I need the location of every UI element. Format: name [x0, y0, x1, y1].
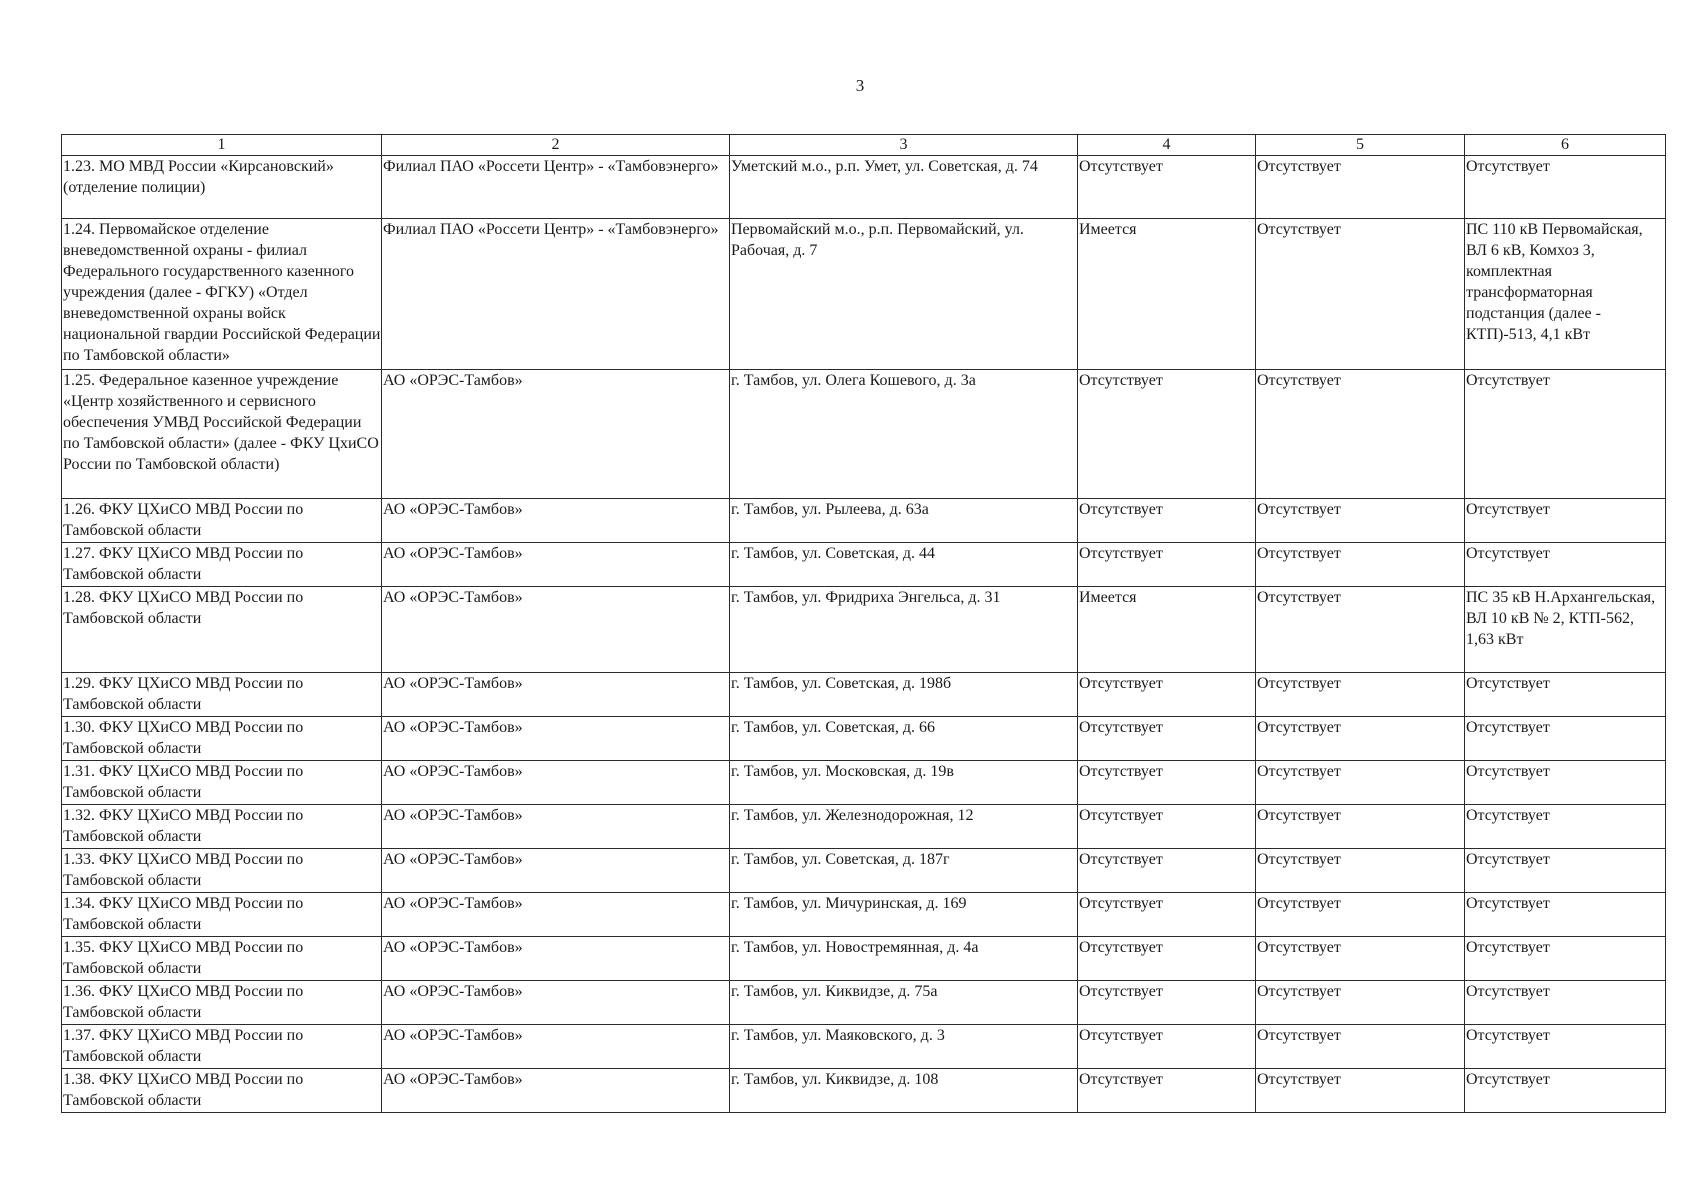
address-cell: г. Тамбов, ул. Советская, д. 187г: [730, 849, 1078, 893]
object-name-cell: 1.26. ФКУ ЦХиСО МВД России по Тамбовской области: [62, 499, 382, 543]
object-name-cell: 1.35. ФКУ ЦХиСО МВД России по Тамбовской области: [62, 937, 382, 981]
reserve-status-cell: Отсутствует: [1078, 370, 1256, 499]
reserve-status-cell: Имеется: [1078, 587, 1256, 673]
autonomous-source-cell: Отсутствует: [1256, 1025, 1465, 1069]
autonomous-source-cell: Отсутствует: [1256, 717, 1465, 761]
table-row: [62, 543, 1666, 587]
grid-organization-cell: АО «ОРЭС-Тамбов»: [382, 370, 730, 499]
address-cell: г. Тамбов, ул. Киквидзе, д. 108: [730, 1069, 1078, 1113]
reserve-status-cell: Отсутствует: [1078, 1025, 1256, 1069]
object-name-cell: 1.30. ФКУ ЦХиСО МВД России по Тамбовской области: [62, 717, 382, 761]
power-source-cell: Отсутствует: [1465, 1025, 1666, 1069]
column-header-6: 6: [1465, 135, 1666, 156]
reserve-status-cell: Отсутствует: [1078, 761, 1256, 805]
power-source-cell: Отсутствует: [1465, 893, 1666, 937]
table-row: [62, 937, 1666, 981]
address-cell: г. Тамбов, ул. Советская, д. 198б: [730, 673, 1078, 717]
grid-organization-cell: АО «ОРЭС-Тамбов»: [382, 937, 730, 981]
reserve-status-cell: Отсутствует: [1078, 805, 1256, 849]
object-name-cell: 1.36. ФКУ ЦХиСО МВД России по Тамбовской области: [62, 981, 382, 1025]
autonomous-source-cell: Отсутствует: [1256, 981, 1465, 1025]
grid-organization-cell: АО «ОРЭС-Тамбов»: [382, 761, 730, 805]
object-name-cell: 1.23. МО МВД России «Кирсановский» (отделение полиции): [62, 156, 382, 219]
page-number: 3: [855, 76, 865, 95]
address-cell: г. Тамбов, ул. Киквидзе, д. 75а: [730, 981, 1078, 1025]
column-header-4: 4: [1078, 135, 1256, 156]
table-row: [62, 370, 1666, 499]
power-source-cell: Отсутствует: [1465, 937, 1666, 981]
grid-organization-cell: Филиал ПАО «Россети Центр» - «Тамбовэнерго»: [382, 156, 730, 219]
object-name-cell: 1.27. ФКУ ЦХиСО МВД России по Тамбовской области: [62, 543, 382, 587]
autonomous-source-cell: Отсутствует: [1256, 587, 1465, 673]
power-source-cell: Отсутствует: [1465, 717, 1666, 761]
table-row: [62, 893, 1666, 937]
autonomous-source-cell: Отсутствует: [1256, 543, 1465, 587]
object-name-cell: 1.38. ФКУ ЦХиСО МВД России по Тамбовской области: [62, 1069, 382, 1113]
grid-organization-cell: АО «ОРЭС-Тамбов»: [382, 849, 730, 893]
address-cell: г. Тамбов, ул. Фридриха Энгельса, д. 31: [730, 587, 1078, 673]
power-source-cell: Отсутствует: [1465, 499, 1666, 543]
object-name-cell: 1.31. ФКУ ЦХиСО МВД России по Тамбовской области: [62, 761, 382, 805]
table-body: [62, 156, 1666, 1113]
grid-organization-cell: АО «ОРЭС-Тамбов»: [382, 499, 730, 543]
column-header-3: 3: [730, 135, 1078, 156]
table-header: [62, 135, 1666, 156]
table-row: [62, 761, 1666, 805]
header-row: [62, 135, 1666, 156]
address-cell: г. Тамбов, ул. Маяковского, д. 3: [730, 1025, 1078, 1069]
reserve-status-cell: Отсутствует: [1078, 849, 1256, 893]
address-cell: Первомайский м.о., р.п. Первомайский, ул. Рабочая, д. 7: [730, 219, 1078, 370]
grid-organization-cell: АО «ОРЭС-Тамбов»: [382, 673, 730, 717]
power-source-cell: Отсутствует: [1465, 761, 1666, 805]
table-row: [62, 805, 1666, 849]
object-name-cell: 1.24. Первомайское отделение вневедомственной охраны - филиал Федерального государственного казенного учреждения (далее - ФГКУ) «Отдел вневедомственной охраны войск национальной гвардии Российской Федерации по Тамбовской области»: [62, 219, 382, 370]
grid-organization-cell: АО «ОРЭС-Тамбов»: [382, 981, 730, 1025]
table-row: [62, 587, 1666, 673]
reserve-status-cell: Отсутствует: [1078, 1069, 1256, 1113]
column-header-1: 1: [62, 135, 382, 156]
autonomous-source-cell: Отсутствует: [1256, 673, 1465, 717]
address-cell: г. Тамбов, ул. Новостремянная, д. 4а: [730, 937, 1078, 981]
autonomous-source-cell: Отсутствует: [1256, 499, 1465, 543]
column-header-5: 5: [1256, 135, 1465, 156]
table-row: [62, 156, 1666, 219]
power-source-cell: Отсутствует: [1465, 1069, 1666, 1113]
address-cell: г. Тамбов, ул. Советская, д. 66: [730, 717, 1078, 761]
reserve-status-cell: Отсутствует: [1078, 499, 1256, 543]
grid-organization-cell: АО «ОРЭС-Тамбов»: [382, 1069, 730, 1113]
reserve-status-cell: Отсутствует: [1078, 717, 1256, 761]
object-name-cell: 1.28. ФКУ ЦХиСО МВД России по Тамбовской области: [62, 587, 382, 673]
table-row: [62, 717, 1666, 761]
table-row: [62, 499, 1666, 543]
power-source-cell: Отсутствует: [1465, 156, 1666, 219]
object-name-cell: 1.25. Федеральное казенное учреждение «Центр хозяйственного и сервисного обеспечения УМВД Российской Федерации по Тамбовской области» (далее - ФКУ ЦхиСО России по Тамбовской области): [62, 370, 382, 499]
grid-organization-cell: АО «ОРЭС-Тамбов»: [382, 717, 730, 761]
power-source-cell: ПС 110 кВ Первомайская, ВЛ 6 кВ, Комхоз 3, комплектная трансформаторная подстанция (далее - КТП)-513, 4,1 кВт: [1465, 219, 1666, 370]
address-cell: г. Тамбов, ул. Железнодорожная, 12: [730, 805, 1078, 849]
power-source-cell: Отсутствует: [1465, 805, 1666, 849]
grid-organization-cell: АО «ОРЭС-Тамбов»: [382, 543, 730, 587]
power-source-cell: Отсутствует: [1465, 849, 1666, 893]
table-row: [62, 219, 1666, 370]
grid-organization-cell: АО «ОРЭС-Тамбов»: [382, 805, 730, 849]
object-name-cell: 1.37. ФКУ ЦХиСО МВД России по Тамбовской области: [62, 1025, 382, 1069]
reserve-status-cell: Отсутствует: [1078, 156, 1256, 219]
column-header-2: 2: [382, 135, 730, 156]
grid-organization-cell: Филиал ПАО «Россети Центр» - «Тамбовэнерго»: [382, 219, 730, 370]
object-name-cell: 1.32. ФКУ ЦХиСО МВД России по Тамбовской области: [62, 805, 382, 849]
power-source-cell: Отсутствует: [1465, 673, 1666, 717]
power-source-cell: Отсутствует: [1465, 543, 1666, 587]
table-row: [62, 1069, 1666, 1113]
autonomous-source-cell: Отсутствует: [1256, 219, 1465, 370]
power-source-cell: Отсутствует: [1465, 370, 1666, 499]
power-source-cell: ПС 35 кВ Н.Архангельская, ВЛ 10 кВ № 2, КТП-562, 1,63 кВт: [1465, 587, 1666, 673]
address-cell: г. Тамбов, ул. Рылеева, д. 63а: [730, 499, 1078, 543]
grid-organization-cell: АО «ОРЭС-Тамбов»: [382, 1025, 730, 1069]
autonomous-source-cell: Отсутствует: [1256, 893, 1465, 937]
reserve-status-cell: Отсутствует: [1078, 893, 1256, 937]
reserve-status-cell: Отсутствует: [1078, 981, 1256, 1025]
table-row: [62, 849, 1666, 893]
objects-table: [61, 134, 1666, 1113]
autonomous-source-cell: Отсутствует: [1256, 849, 1465, 893]
reserve-status-cell: Отсутствует: [1078, 543, 1256, 587]
autonomous-source-cell: Отсутствует: [1256, 1069, 1465, 1113]
table-row: [62, 981, 1666, 1025]
object-name-cell: 1.29. ФКУ ЦХиСО МВД России по Тамбовской области: [62, 673, 382, 717]
autonomous-source-cell: Отсутствует: [1256, 937, 1465, 981]
grid-organization-cell: АО «ОРЭС-Тамбов»: [382, 587, 730, 673]
reserve-status-cell: Имеется: [1078, 219, 1256, 370]
address-cell: г. Тамбов, ул. Советская, д. 44: [730, 543, 1078, 587]
address-cell: г. Тамбов, ул. Мичуринская, д. 169: [730, 893, 1078, 937]
object-name-cell: 1.34. ФКУ ЦХиСО МВД России по Тамбовской области: [62, 893, 382, 937]
table-row: [62, 1025, 1666, 1069]
table-row: [62, 673, 1666, 717]
power-source-cell: Отсутствует: [1465, 981, 1666, 1025]
reserve-status-cell: Отсутствует: [1078, 937, 1256, 981]
address-cell: г. Тамбов, ул. Московская, д. 19в: [730, 761, 1078, 805]
address-cell: Уметский м.о., р.п. Умет, ул. Советская, д. 74: [730, 156, 1078, 219]
autonomous-source-cell: Отсутствует: [1256, 805, 1465, 849]
object-name-cell: 1.33. ФКУ ЦХиСО МВД России по Тамбовской области: [62, 849, 382, 893]
grid-organization-cell: АО «ОРЭС-Тамбов»: [382, 893, 730, 937]
autonomous-source-cell: Отсутствует: [1256, 370, 1465, 499]
autonomous-source-cell: Отсутствует: [1256, 761, 1465, 805]
address-cell: г. Тамбов, ул. Олега Кошевого, д. 3а: [730, 370, 1078, 499]
autonomous-source-cell: Отсутствует: [1256, 156, 1465, 219]
reserve-status-cell: Отсутствует: [1078, 673, 1256, 717]
